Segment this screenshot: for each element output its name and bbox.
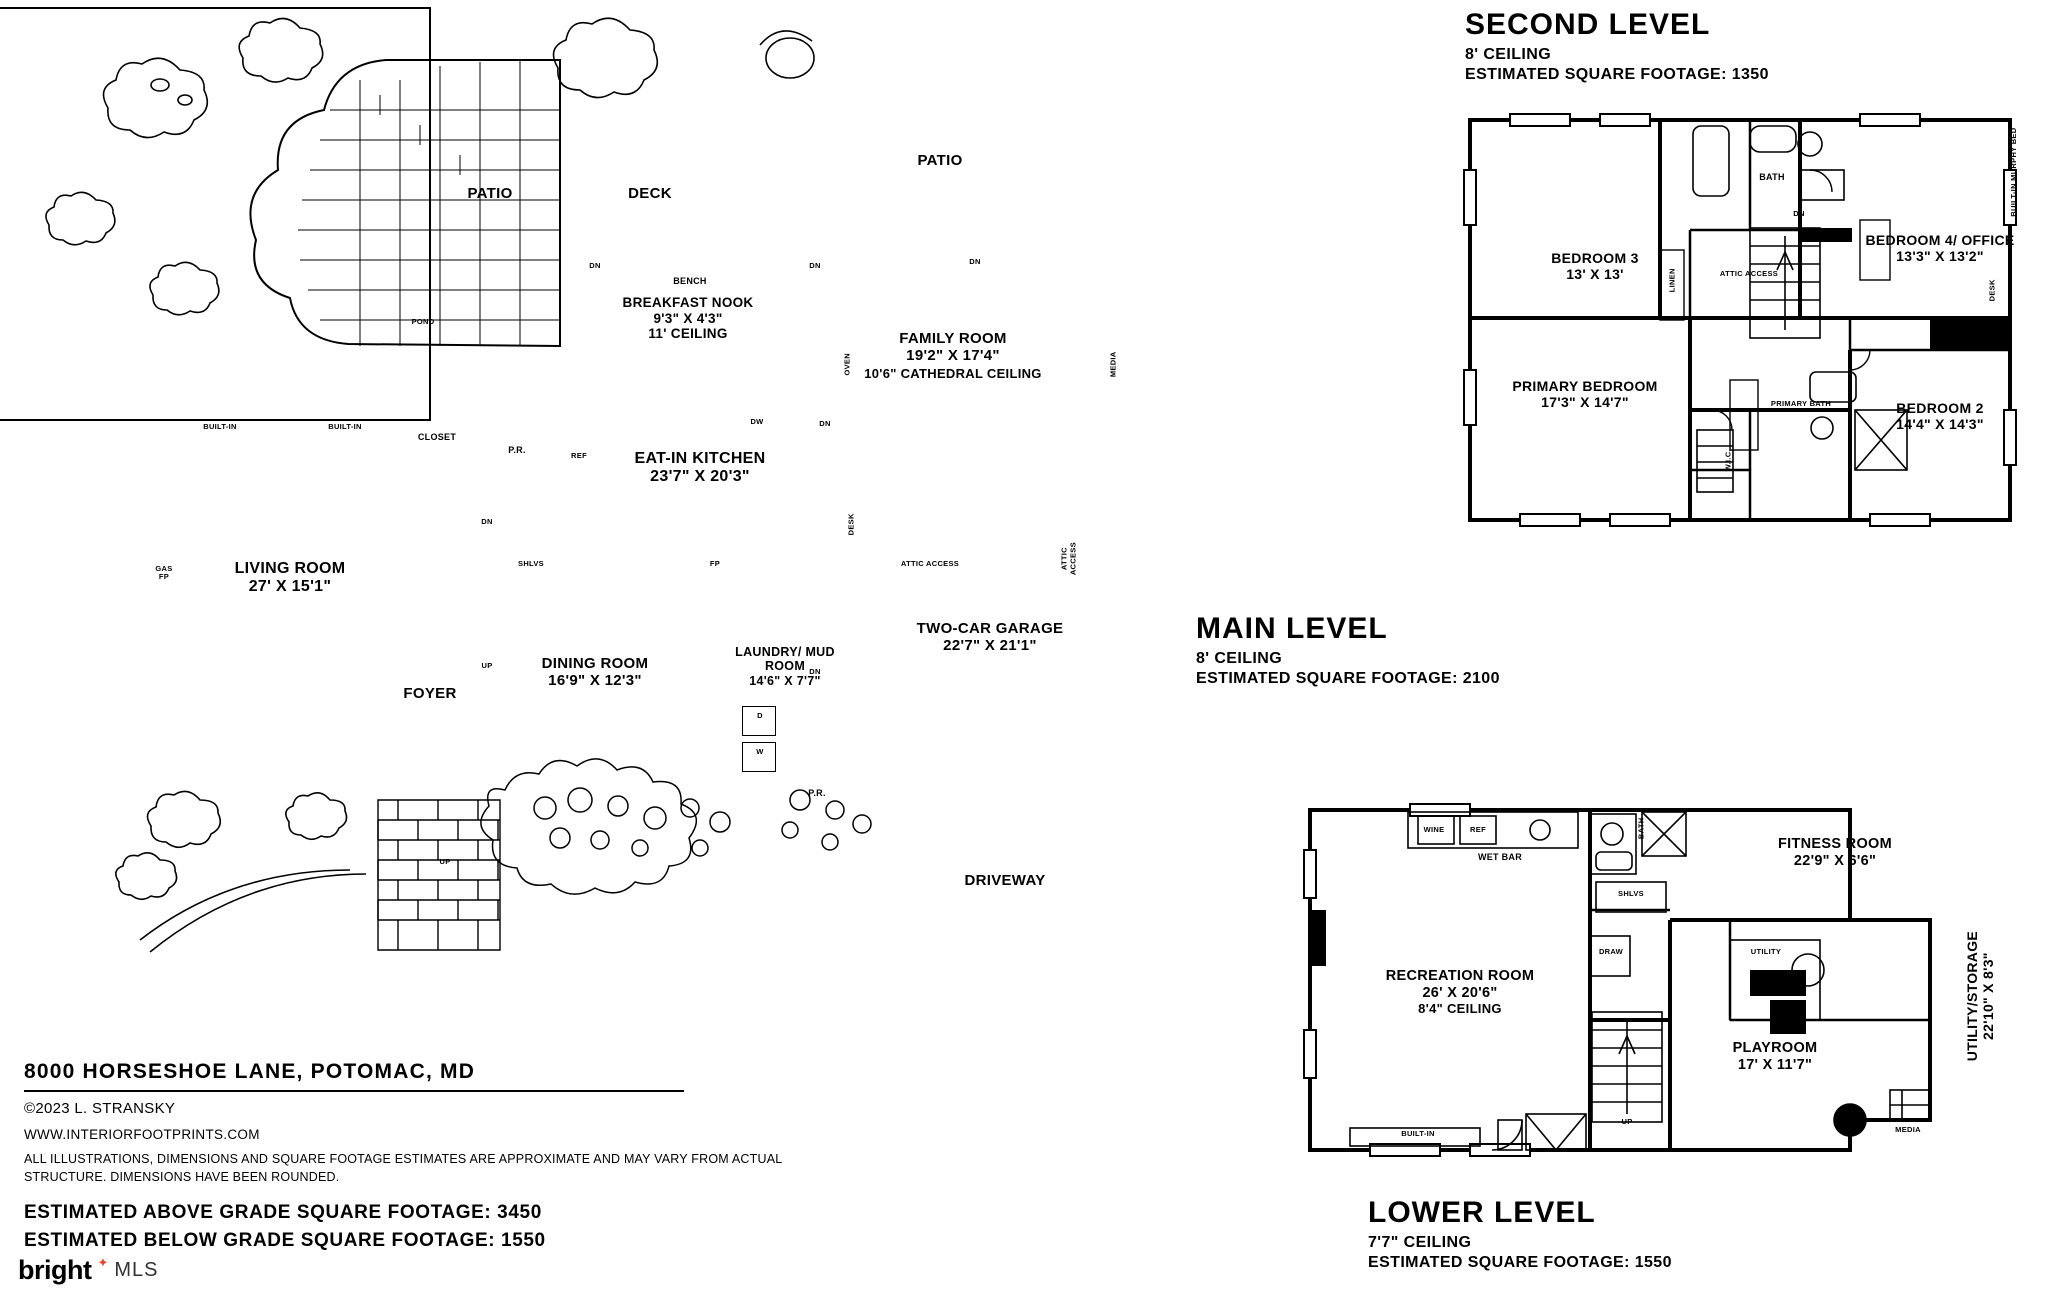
brightmls-logo <box>18 1255 159 1286</box>
second-level-drawing <box>1450 110 2030 550</box>
label-dn-patio-left: DN <box>589 261 601 270</box>
room-label-fitness-room: FITNESS ROOM 22'9" X 6'6" <box>1778 836 1892 869</box>
room-label-bedroom-3: BEDROOM 3 13' X 13' <box>1551 250 1639 283</box>
room-label-laundry-mud: LAUNDRY/ MUD ROOM 14'6" X 7'7" <box>735 645 835 688</box>
label-attic-access-second: ATTIC ACCESS <box>1719 269 1779 278</box>
label-utility: UTILITY <box>1750 947 1782 956</box>
label-media: MEDIA <box>1108 351 1118 378</box>
room-label-primary-bedroom: PRIMARY BEDROOM 17'3" X 14'7" <box>1512 378 1658 411</box>
second-level-ceiling: 8' CEILING <box>1465 46 1552 63</box>
lower-level-plan <box>1290 790 2030 1190</box>
label-washer: W <box>756 747 764 756</box>
room-label-dining-room: DINING ROOM 16'9" X 12'3" <box>541 655 649 690</box>
label-pond: POND <box>411 317 435 326</box>
label-closet: CLOSET <box>417 432 457 442</box>
room-label-foyer: FOYER <box>403 685 457 702</box>
label-dn-laundry: DN <box>809 667 821 676</box>
label-primary-bath: PRIMARY BATH <box>1770 399 1832 408</box>
label-up-front-steps: UP <box>439 857 451 866</box>
brand-name: bright <box>18 1255 92 1285</box>
second-level-header <box>1465 8 1769 84</box>
label-dn-patio-right: DN <box>969 257 981 266</box>
label-oven: OVEN <box>842 353 852 376</box>
label-gas-fp: GAS FP <box>155 564 173 582</box>
label-media-lower: MEDIA <box>1895 1125 1921 1134</box>
label-dn-kitchen: DN <box>819 419 831 428</box>
label-bath-second: BATH <box>1759 172 1785 182</box>
label-desk: DESK <box>846 513 856 536</box>
property-address: 8000 HORSESHOE LANE, POTOMAC, MD <box>24 1060 476 1083</box>
room-label-utility-storage: UTILITY/STORAGE 22'10" X 8'3" <box>1963 930 1996 1062</box>
label-dw: DW <box>750 417 764 426</box>
label-builtin-1: BUILT-IN <box>203 422 237 431</box>
lower-level-sqft: ESTIMATED SQUARE FOOTAGE: 1550 <box>1368 1254 1672 1271</box>
second-level-sqft: ESTIMATED SQUARE FOOTAGE: 1350 <box>1465 66 1769 83</box>
label-dn-stairs: DN <box>481 517 493 526</box>
label-dryer: D <box>757 711 763 720</box>
room-label-playroom: PLAYROOM 17' X 11'7" <box>1732 1040 1818 1073</box>
room-label-eat-in-kitchen: EAT-IN KITCHEN 23'7" X 20'3" <box>634 450 766 486</box>
room-label-breakfast-nook: BREAKFAST NOOK 9'3" X 4'3" 11' CEILING <box>622 295 754 342</box>
main-level-ceiling: 8' CEILING <box>1196 650 1283 667</box>
label-wine: WINE <box>1423 825 1445 834</box>
label-desk-second: DESK <box>1987 279 1997 302</box>
room-label-bedroom-2: BEDROOM 2 14'4" X 14'3" <box>1896 400 1984 433</box>
label-shlvs: SHLVS <box>518 559 544 568</box>
lower-level-header <box>1368 1196 1672 1272</box>
label-dn-deck: DN <box>809 261 821 270</box>
label-bath-lower: BATH <box>1636 817 1646 840</box>
label-attic-access-main: ATTIC ACCESS <box>900 559 960 568</box>
room-label-living-room: LIVING ROOM 27' X 15'1" <box>234 560 346 596</box>
label-powder-room-1: P.R. <box>508 445 526 455</box>
label-fp: FP <box>709 559 721 568</box>
label-draw: DRAW <box>1598 947 1624 956</box>
main-level-sqft: ESTIMATED SQUARE FOOTAGE: 2100 <box>1196 670 1500 687</box>
below-grade-sqft: ESTIMATED BELOW GRADE SQUARE FOOTAGE: 1550 <box>24 1230 546 1252</box>
label-murphy-bed: BUILT-IN MURPHY BED <box>2008 127 2018 217</box>
second-level-plan <box>1450 110 2030 550</box>
label-linen: LINEN <box>1667 268 1677 293</box>
label-up-stairs: UP <box>481 661 493 670</box>
copyright: ©2023 L. STRANSKY <box>24 1100 176 1117</box>
title-block <box>24 1060 844 1252</box>
above-grade-sqft: ESTIMATED ABOVE GRADE SQUARE FOOTAGE: 3450 <box>24 1202 542 1224</box>
label-wet-bar: WET BAR <box>1477 852 1523 862</box>
main-level-header <box>1196 612 1500 688</box>
second-level-title: SECOND LEVEL <box>1465 8 1711 41</box>
label-ref-lower: REF <box>1470 825 1486 834</box>
box-dryer <box>742 706 776 736</box>
label-powder-room-2: P.R. <box>808 788 826 798</box>
label-dn-second: DN <box>1793 209 1805 218</box>
main-level-title: MAIN LEVEL <box>1196 612 1388 645</box>
website[interactable]: WWW.INTERIORFOOTPRINTS.COM <box>24 1127 260 1142</box>
disclaimer: ALL ILLUSTRATIONS, DIMENSIONS AND SQUARE FOOTAGE ESTIMATES ARE APPROXIMATE AND MAY VARY FROM ACTUAL STRUCTURE. DIMENSIONS HAVE BEEN ROUNDED. <box>24 1152 782 1185</box>
room-label-patio-left: PATIO <box>467 185 513 202</box>
room-label-bedroom-4-office: BEDROOM 4/ OFFICE 13'3" X 13'2" <box>1865 232 2015 265</box>
label-builtin-lower: BUILT-IN <box>1401 1129 1435 1138</box>
label-builtin-2: BUILT-IN <box>328 422 362 431</box>
label-wic: W.I.C. <box>1723 449 1733 472</box>
lower-level-title: LOWER LEVEL <box>1368 1196 1596 1229</box>
room-label-garage: TWO-CAR GARAGE 22'7" X 21'1" <box>916 620 1064 655</box>
room-label-patio-right: PATIO <box>917 152 963 169</box>
lower-level-ceiling: 7'7" CEILING <box>1368 1234 1472 1251</box>
label-ref: REF <box>571 451 587 460</box>
label-bench: BENCH <box>673 276 707 286</box>
label-up-lower: UP <box>1621 1117 1633 1126</box>
label-attic-access-main-2: ATTIC ACCESS <box>1059 542 1077 576</box>
room-label-recreation-room: RECREATION ROOM 26' X 20'6" 8'4" CEILING <box>1385 968 1535 1017</box>
label-shlvs-lower: SHLVS <box>1618 889 1644 898</box>
room-label-family-room: FAMILY ROOM 19'2" X 17'4" 10'6" CATHEDRAL CEILING <box>864 330 1042 381</box>
label-driveway: DRIVEWAY <box>964 872 1046 889</box>
brand-mls: MLS <box>114 1259 159 1281</box>
room-label-deck: DECK <box>628 185 672 202</box>
title-divider <box>24 1090 684 1092</box>
main-level-plan <box>0 0 1200 960</box>
star-icon: ✦ <box>97 1254 109 1270</box>
box-washer <box>742 742 776 772</box>
label-gas-fp-lower: GAS FP <box>1309 923 1327 941</box>
